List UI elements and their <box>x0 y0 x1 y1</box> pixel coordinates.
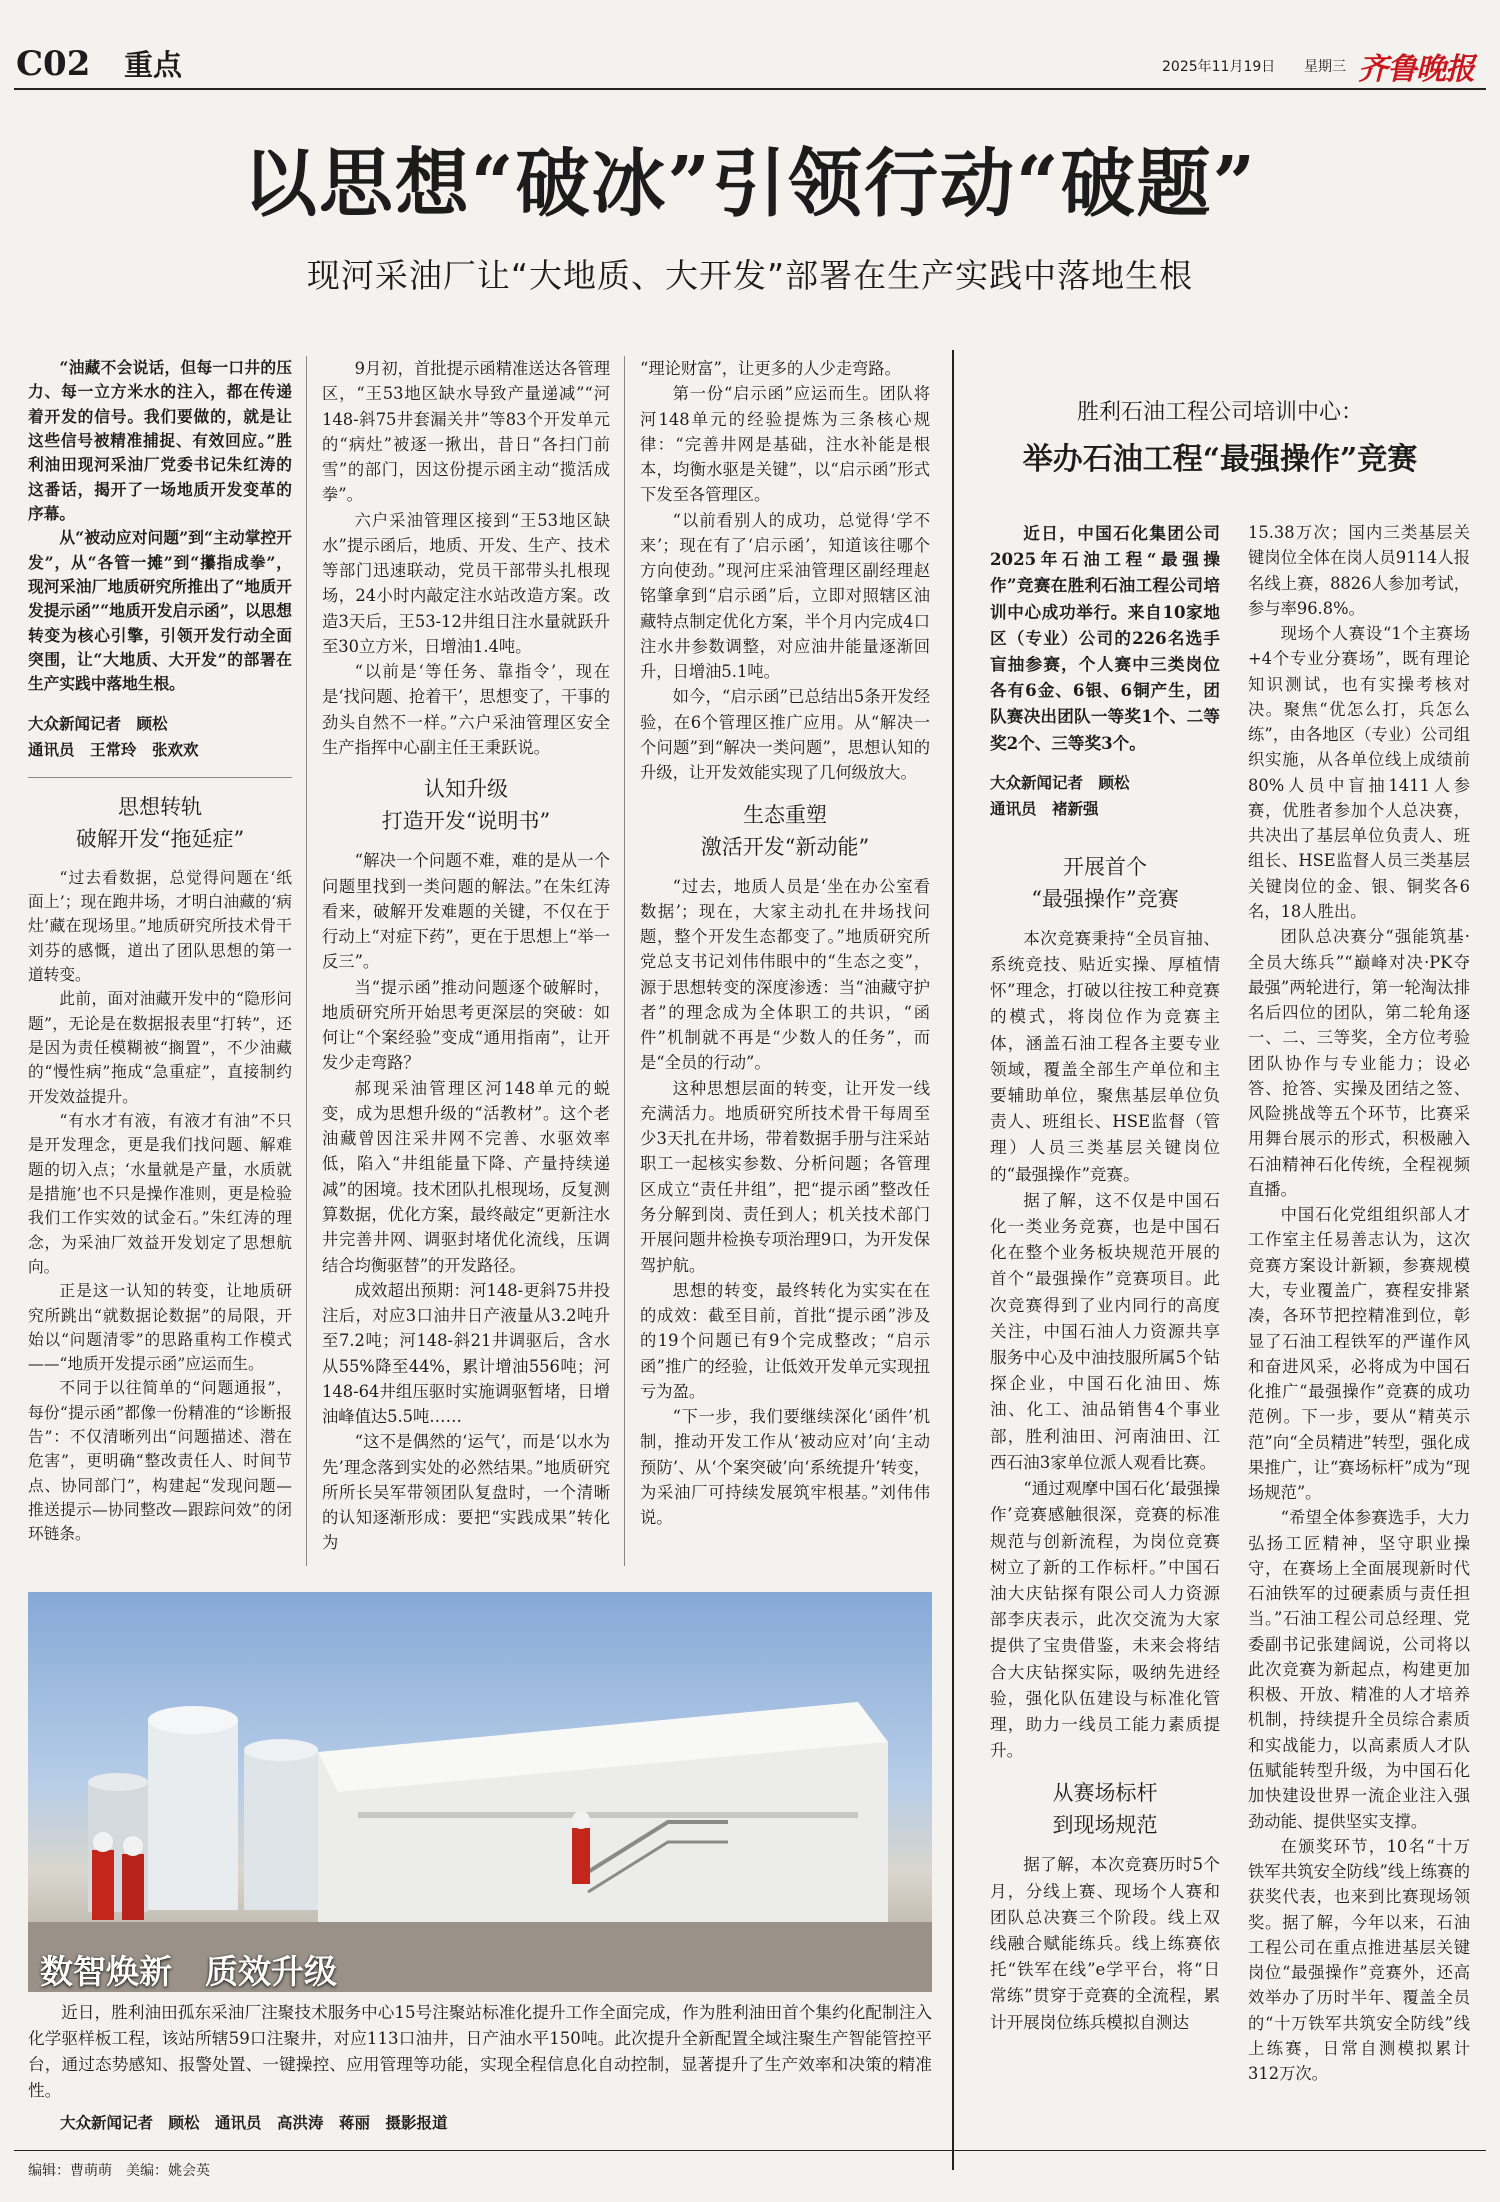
paragraph: “希望全体参赛选手，大力弘扬工匠精神，坚守职业操守，在赛场上全面展现新时代石油铁军的过硬素质与责任担当。”石油工程公司总经理、党委副书记张建阔说，公司将以此次竞赛为新起点，构建更加积极、开放、精准的人才培养机制，持续提升全员综合素质和实战能力，以高素质人才队伍赋能转型升级，为中国石化加快建设世界一流企业注入强劲动能、提供坚实支撑。 <box>1248 1508 1470 1831</box>
page-code: C02 <box>16 44 91 84</box>
paragraph: 9月初，首批提示函精准送达各管理区，“王53地区缺水导致产量递减”“河148-斜75井套漏关井”等83个开发单元的“病灶”被逐一揪出，昔日“各扫门前雪”的部门，因这份提示函主动“揽活成拳”。 <box>322 359 610 505</box>
lead-paragraph: “油藏不会说话，但每一口井的压力、每一立方米水的注入，都在传递着开发的信号。我们要做的，就是让这些信号被精准捕捉、有效回应。”胜利油田现河采油厂党委书记朱红涛的这番话，揭开了一场地质开发变革的序幕。 <box>28 358 292 523</box>
paragraph: “过去，地质人员是‘坐在办公室看数据’；现在，大家主动扎在井场找问题，整个开发生态都变了。”地质研究所党总支书记刘伟伟眼中的“生态之变”，源于思想转变的深度渗透：当“油藏守护者”的理念成为全体职工的共识，“函件”机制就不再是“少数人的任务”，而是“全员的行动”。 <box>640 876 930 1073</box>
paragraph: 当“提示函”推动问题逐个破解时，地质研究所开始思考更深层的突破：如何让“个案经验”变成“通用指南”，让开发少走弯路？ <box>322 977 610 1073</box>
paragraph: 正是这一认知的转变，让地质研究所跳出“就数据论数据”的局限，开始以“问题清零”的思路重构工作模式——“地质开发提示函”应运而生。 <box>28 1281 292 1374</box>
lead-paragraph-2: 从“被动应对问题”到“主动掌控开发”，从“各管一摊”到“攥指成拳”，现河采油厂地质研究所推出了“地质开发提示函”“地质开发启示函”，以思想转变为核心引擎，引领开发行动全面突围，让“大地质、大开发”的部署在生产实践中落地生根。 <box>28 528 292 694</box>
footer-rule <box>14 2150 1486 2151</box>
paragraph: 如今，“启示函”已总结出5条开发经验，在6个管理区推广应用。从“解决一个问题”到“解决一类问题”，思想认知的升级，让开发效能实现了几何级放大。 <box>640 687 930 783</box>
paragraph: 15.38万次；国内三类基层关键岗位全体在岗人员9114人报名线上赛，8826人参加考试，参与率96.8%。 <box>1248 523 1470 618</box>
paragraph: “解决一个问题不难，难的是从一个问题里找到一类问题的解法。”在朱红涛看来，破解开发难题的关键，不仅在于行动上“对症下药”，更在于思想上“举一反三”。 <box>322 851 610 972</box>
side-article-border <box>952 350 954 2170</box>
main-headline: 以思想“破冰”引领行动“破题” <box>242 141 1258 227</box>
photo-illustration <box>28 1592 932 1992</box>
side-section-1-heading <box>990 852 1220 916</box>
byline-reporter: 大众新闻记者 顾松 <box>28 714 168 733</box>
paragraph: 本次竞赛秉持“全员盲抽、系统竞技、贴近实操、厚植情怀”理念，打破以往按工种竞赛的模式，将岗位作为竞赛主体，涵盖石油工程各主要专业领域，覆盖全部生产单位和主要辅助单位，聚焦基层单位负责人、班组长、HSE监督（管理）人员三类基层关键岗位的“最强操作”竞赛。 <box>990 928 1220 1184</box>
paragraph: 成效超出预期：河148-更斜75井投注后，对应3口油井日产液量从3.2吨升至7.2吨；河148-斜21井调驱后，含水从55%降至44%，累计增油556吨；河148-64井组压驱时实施调驱暂堵，日增油峰值达5.5吨…… <box>322 1280 610 1427</box>
paragraph: 此前，面对油藏开发中的“隐形问题”，无论是在数据报表里“打转”，还是因为责任模糊被“搁置”，不少油藏的“慢性病”拖成“急重症”，直接制约开发效益提升。 <box>28 989 292 1106</box>
photo-title: 数智焕新 质效升级 <box>40 1952 337 1991</box>
section-1-heading <box>28 792 292 856</box>
paragraph: “这不是偶然的‘运气’，而是‘以水为先’理念落到实处的必然结果。”地质研究所所长吴军带领团队复盘时，一个清晰的认知逐渐形成：要把“实践成果”转化为 <box>322 1432 610 1553</box>
issue-weekday: 星期三 <box>1304 59 1346 75</box>
side-section-1-heading-line1: 开展首个 <box>1063 854 1147 879</box>
side-lead-paragraph: 近日，中国石化集团公司2025年石油工程“最强操作”竞赛在胜利石油工程公司培训中心成功举行。来自10家地区（专业）公司的226名选手盲抽参赛，个人赛中三类岗位各有6金、6银、6铜产生，团队赛决出团队一等奖1个、二等奖2个、三等奖3个。 <box>990 523 1220 753</box>
side-section-1-heading-line2: “最强操作”竞赛 <box>1031 886 1179 911</box>
main-article-col-3 <box>640 356 930 1530</box>
paragraph: 据了解，本次竞赛历时5个月，分线上赛、现场个人赛和团队总决赛三个阶段。线上双线融合赋能练兵。线上练赛依托“铁军在线”e学平台，将“日常练”贯穿于竞赛的全流程，累计开展岗位练兵模拟自测达 <box>990 1855 1220 2032</box>
section-1-heading-line1: 思想转轨 <box>118 794 202 819</box>
section-2-heading-line1: 认知升级 <box>424 777 508 802</box>
side-section-2-heading-line1: 从赛场标杆 <box>1052 1781 1158 1806</box>
section-1-heading-line2: 破解开发“拖延症” <box>75 826 245 851</box>
photo-caption: 近日，胜利油田孤东采油厂注聚技术服务中心15号注聚站标准化提升工作全面完成，作为胜利油田首个集约化配制注入化学驱样板工程，该站所辖59口注聚井，对应113口油井，日产油水平150吨。此次提升全新配置全域注聚生产智能管控平台，通过态势感知、报警处置、一键操控、应用管理等功能，实现全程信息化自动控制，显著提升了生产效率和决策的精准性。 <box>28 2003 932 2100</box>
paragraph: 在颁奖环节，10名“十万铁军共筑安全防线”线上练赛的获奖代表，也来到比赛现场领奖。据了解，今年以来，石油工程公司在重点推进基层关键岗位“最强操作”竞赛外，还高效举办了历时半年、覆盖全员的“十万铁军共筑安全防线”线上练赛，日常自测模拟累计312万次。 <box>1248 1836 1470 2084</box>
news-photo <box>28 1592 932 1992</box>
side-section-2-heading-line2: 到现场规范 <box>1052 1813 1158 1838</box>
paragraph: “通过观摩中国石化‘最强操作’竞赛感触很深，竞赛的标准规范与创新流程，为岗位竞赛树立了新的工作标杆。”中国石油大庆钻探有限公司人力资源部李庆表示，此次交流为大家提供了宝贵借鉴，未来会将结合大庆钻探实际，吸纳先进经验，强化队伍建设与标准化管理，助力一线员工能力素质提升。 <box>990 1479 1220 1761</box>
paragraph: “过去看数据，总觉得问题在‘纸面上’；现在跑井场，才明白油藏的‘病灶’藏在现场里。”地质研究所技术骨干刘芬的感慨，道出了团队思想的第一道转变。 <box>28 867 292 984</box>
paragraph: “以前看别人的成功，总觉得‘学不来’；现在有了‘启示函’，知道该往哪个方向使劲。”现河庄采油管理区副经理赵铭肇拿到“启示函”后，立即对照辖区油藏特点制定优化方案，半个月内完成4口注水井参数调整，对应油井能量逐渐回升，日增油5.1吨。 <box>640 510 930 682</box>
section-3-heading <box>640 800 930 864</box>
byline-correspondent: 通讯员 王常玲 张欢欢 <box>28 740 199 759</box>
section-2-heading-line2: 打造开发“说明书” <box>381 809 551 834</box>
sub-headline: 现河采油厂让“大地质、大开发”部署在生产实践中落地生根 <box>306 256 1194 295</box>
section-3-heading-line2: 激活开发“新动能” <box>700 834 870 859</box>
side-article-title: 举办石油工程“最强操作”竞赛 <box>1022 442 1418 477</box>
footer-editor: 编辑：曹萌萌 美编：姚会英 <box>28 2163 210 2179</box>
side-byline-correspondent: 通讯员 褚新强 <box>990 799 1099 818</box>
paragraph: “理论财富”，让更多的人少走弯路。 <box>640 359 901 378</box>
side-article-col-1 <box>990 520 1220 2036</box>
side-section-2-heading <box>990 1778 1220 1842</box>
section-3-heading-line1: 生态重塑 <box>743 802 827 827</box>
masthead-logo: 齐鲁晚报 <box>1358 52 1474 87</box>
paragraph: 郝现采油管理区河148单元的蜕变，成为思想升级的“活教材”。这个老油藏曾因注采井网不完善、水驱效率低，陷入“井组能量下降、产量持续递减”的困境。技术团队扎根现场，反复测算数据，优化方案，最终敲定“更新注水井完善井网、调驱封堵优化流线，压调结合均衡驱替”的开发路径。 <box>322 1078 610 1275</box>
paragraph: 六户采油管理区接到“王53地区缺水”提示函后，地质、开发、生产、技术等部门迅速联动，党员干部带头扎根现场，24小时内敲定注水站改造方案。改造3天后，王53-12井组日注水量就跃升至30立方米，日增油1.4吨。 <box>322 510 610 656</box>
side-article-kicker: 胜利石油工程公司培训中心： <box>1076 400 1363 425</box>
photo-credit: 大众新闻记者 顾松 通讯员 高洪涛 蒋丽 摄影报道 <box>60 2114 448 2132</box>
paragraph: “以前是‘等任务、靠指令’，现在是‘找问题、抢着干’，思想变了，干事的劲头自然不一样。”六户采油管理区安全生产指挥中心副主任王秉跃说。 <box>322 662 610 757</box>
section-label: 重点 <box>124 48 183 82</box>
paragraph: 团队总决赛分“强能筑基·全员大练兵”“巅峰对决·PK夺最强”两轮进行，第一轮淘汰排名后四位的团队，第二轮角逐一、二、三等奖，全方位考验团队协作与专业能力；设必答、抢答、实操及团结之签、风险挑战等五个环节，比赛采用舞台展示的形式，积极融入石油精神石化传统，全程视频直播。 <box>1248 927 1470 1199</box>
paragraph: 据了解，这不仅是中国石化一类业务竞赛，也是中国石化在整个业务板块规范开展的首个“最强操作”竞赛项目。此次竞赛得到了业内同行的高度关注，中国石油人力资源共享服务中心及中油技服所属5个钻探企业，中国石化油田、炼油、化工、油品销售4个事业部，胜利油田、河南油田、江西石油3家单位派人观看比赛。 <box>990 1190 1220 1472</box>
paragraph: 中国石化党组组织部人才工作室主任易善志认为，这次竞赛方案设计新颖，参赛规模大，专业覆盖广，赛程安排紧凑，各环节把控精准到位，彰显了石油工程铁军的严谨作风和奋进风采，必将成为中国石化推广“最强操作”竞赛的成功范例。下一步，要从“精英示范”向“全员精进”转型，强化成果推广，让“赛场标杆”成为“现场规范”。 <box>1248 1205 1470 1503</box>
section-2-heading <box>322 774 610 838</box>
col1-divider <box>28 777 292 778</box>
side-byline-reporter: 大众新闻记者 顾松 <box>990 773 1130 792</box>
col-divider <box>624 356 625 1566</box>
paragraph: 思想的转变，最终转化为实实在在的成效：截至目前，首批“提示函”涉及的19个问题已有9个完成整改；“启示函”推广的经验，让低效开发单元实现扭亏为盈。 <box>640 1280 930 1401</box>
main-article-col-2 <box>322 356 610 1556</box>
paragraph: 现场个人赛设“1个主赛场+4个专业分赛场”，既有理论知识测试，也有实操考核对决。聚焦“优怎么打，兵怎么练”，由各地区（专业）公司组织实施，从各单位线上成绩前80%人员中盲抽1411人参赛，优胜者参加个人总决赛，共决出了基层单位负责人、班组长、HSE监督人员三类基层关键岗位的金、银、铜奖各6名，18人胜出。 <box>1248 624 1470 921</box>
side-article-col-2 <box>1248 520 1470 2086</box>
paragraph: 这种思想层面的转变，让开发一线充满活力。地质研究所技术骨干每周至少3天扎在井场，带着数据手册与注采站职工一起核实参数、分析问题；各管理区成立“责任井组”，把“提示函”整改任务分解到岗、责任到人；机关技术部门开展问题井检换专项治理9口，为开发保驾护航。 <box>640 1078 930 1275</box>
main-article-col-1 <box>28 356 292 1547</box>
paragraph: “有水才有液，有液才有油”不只是开发理念，更是我们找问题、解难题的切入点；‘水量就是产量，水质就是措施’也不只是操作准则，更是检验我们工作实效的试金石。”朱红涛的理念，为采油厂效益开发划定了思想航向。 <box>28 1110 292 1276</box>
issue-date: 2025年11月19日 <box>1162 59 1276 75</box>
paragraph: “下一步，我们要继续深化‘函件’机制，推动开发工作从‘被动应对’向‘主动预防’、从‘个案突破’向‘系统提升’转变，为采油厂可持续发展筑牢根基。”刘伟伟说。 <box>640 1407 930 1528</box>
paragraph: 不同于以往简单的“问题通报”，每份“提示函”都像一份精准的“诊断报告”：不仅清晰列出“问题描述、潜在危害”，更明确“整改责任人、时间节点、协同部门”，构建起“发现问题—推送提示—协同整改—跟踪问效”的闭环链条。 <box>28 1378 292 1544</box>
paragraph: 第一份“启示函”应运而生。团队将河148单元的经验提炼为三条核心规律：“完善井网是基础，注水补能是根本，均衡水驱是关键”，以“启示函”形式下发至各管理区。 <box>640 384 930 505</box>
header-rule <box>14 88 1486 90</box>
col-divider <box>306 356 307 1566</box>
